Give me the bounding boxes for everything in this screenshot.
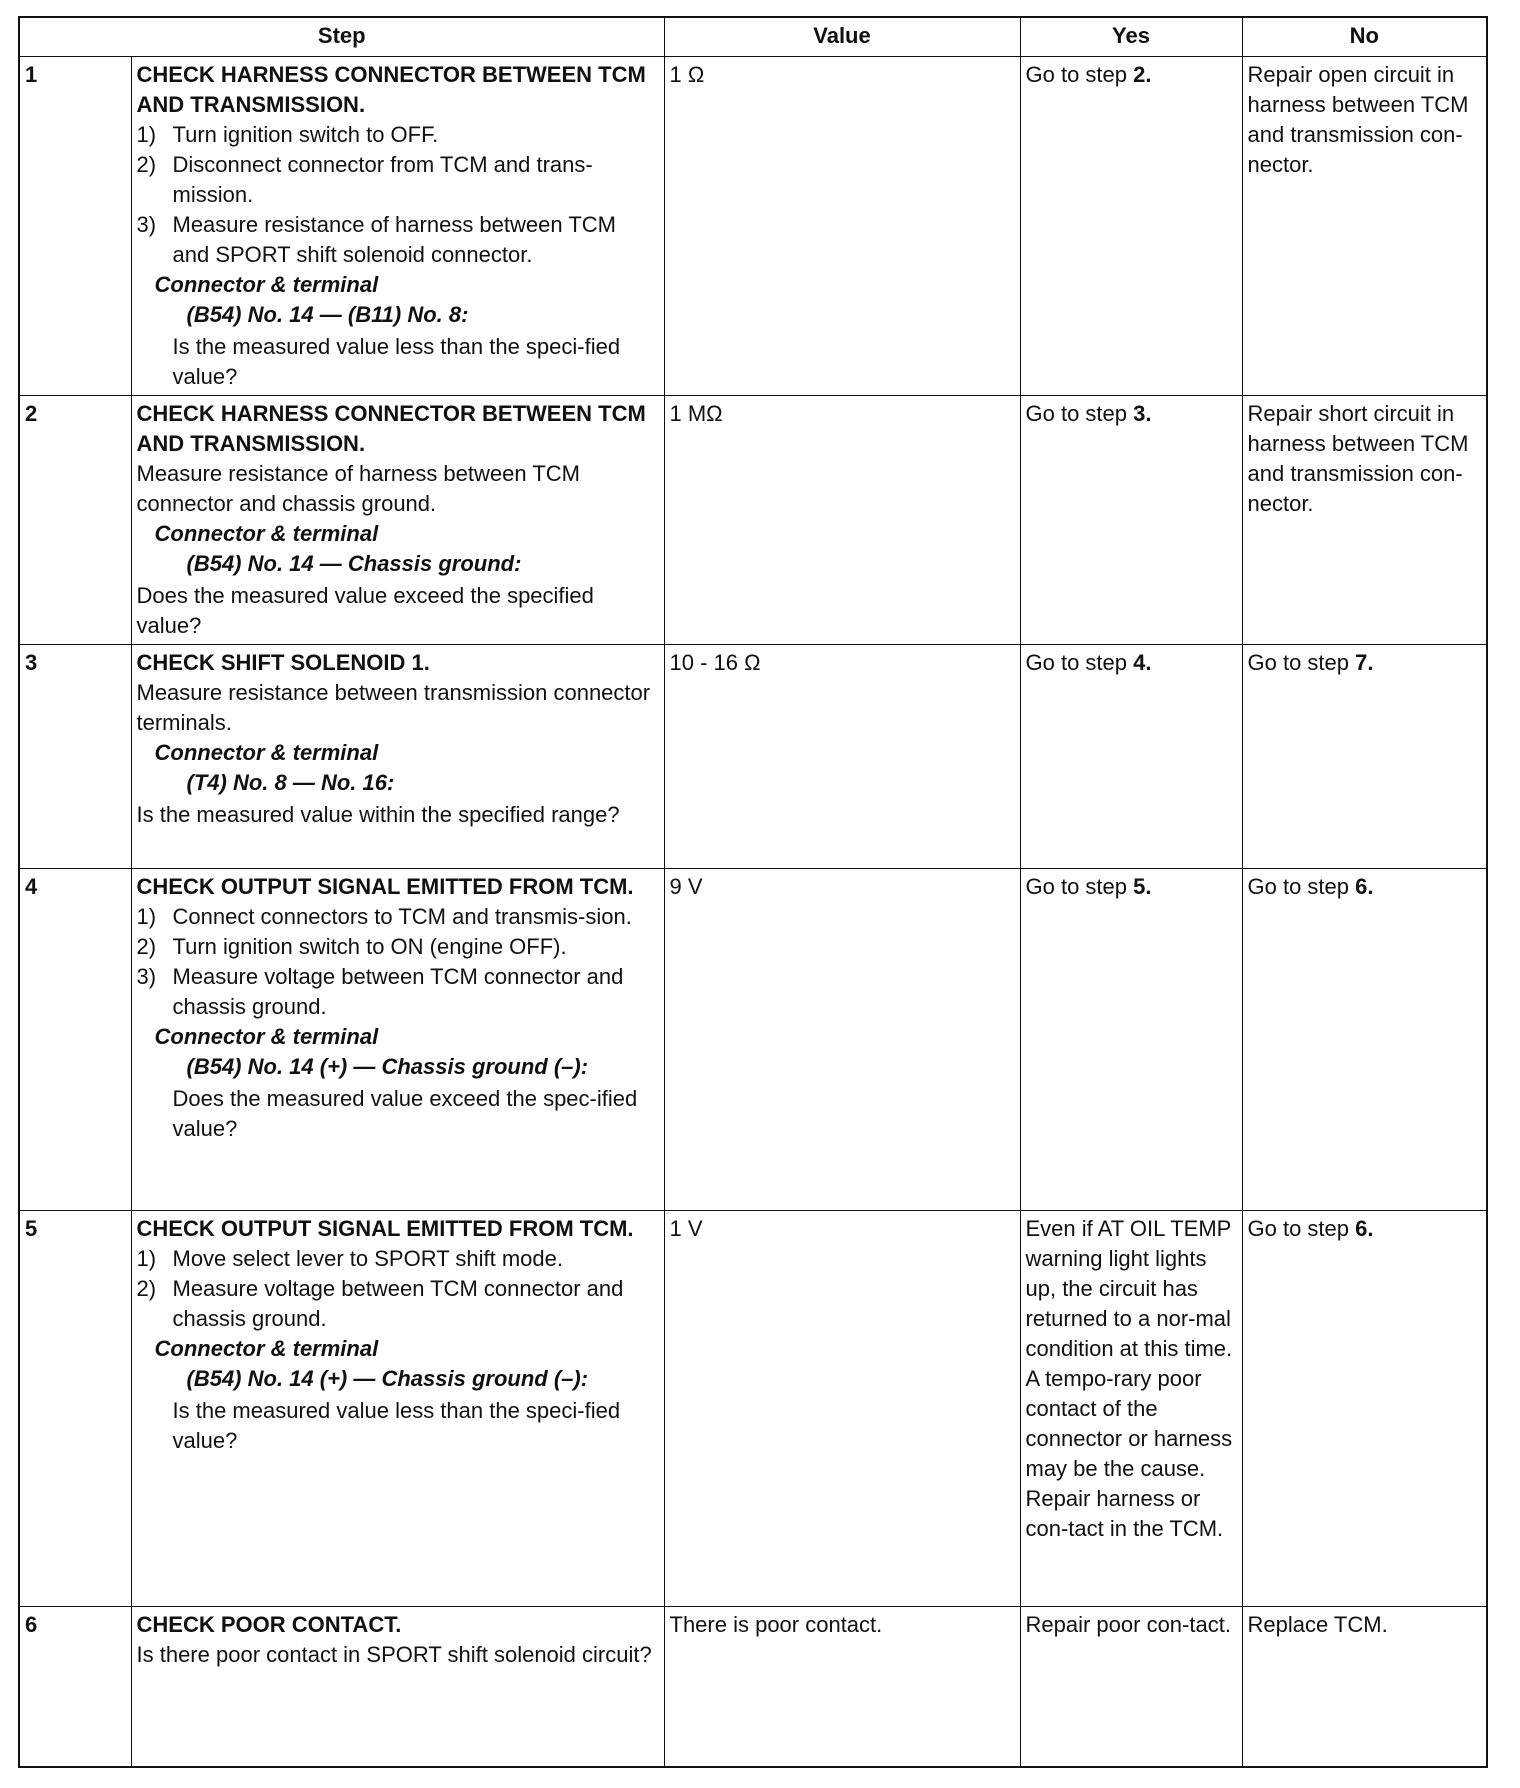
no-cell: Go to step 7. [1242,645,1487,869]
connector-label: Connector & terminal [154,740,379,765]
sub-steps [137,120,659,270]
value-cell: 1 Ω [664,57,1020,396]
no-cell: Repair open circuit in harness between TCM and transmission con-nector. [1242,57,1487,396]
header-value: Value [664,17,1020,57]
step-title: CHECK OUTPUT SIGNAL EMITTED FROM TCM. [136,1216,634,1241]
value-cell: There is poor contact. [664,1607,1020,1768]
connector-terminal: (B54) No. 14 (+) — Chassis ground (–): [186,1054,589,1079]
step-instructions [131,645,664,869]
connector-label: Connector & terminal [154,521,379,546]
step-text: Measure resistance of harness between TCM connector and chassis ground. [136,461,580,516]
connector-label: Connector & terminal [154,1024,379,1049]
no-step-ref: 7. [1355,650,1374,675]
step-instructions [131,1607,664,1768]
step-question: Does the measured value exceed the spec-ified value? [172,1086,638,1141]
step-number: 2 [19,396,131,645]
connector-terminal: (B54) No. 14 (+) — Chassis ground (–): [186,1366,589,1391]
value-cell: 9 V [664,869,1020,1211]
yes-step-ref: 3. [1133,401,1152,426]
step-number: 3 [19,645,131,869]
table-row [19,57,1487,396]
sub-step: 1) Turn ignition switch to OFF. [136,122,439,147]
no-cell: Replace TCM. [1242,1607,1487,1768]
step-question: Is the measured value less than the speci-fied value? [172,334,621,389]
table-row [19,645,1487,869]
step-instructions [131,396,664,645]
sub-step: 1) Connect connectors to TCM and transmis-sion. [136,904,632,929]
yes-cell: Go to step 5. [1020,869,1242,1211]
step-number: 5 [19,1211,131,1607]
sub-step: 2) Disconnect connector from TCM and trans-mission. [136,152,593,207]
step-instructions [131,57,664,396]
diagnostic-table [18,16,1488,1768]
step-title: CHECK SHIFT SOLENOID 1. [136,650,430,675]
yes-step-ref: 2. [1133,62,1152,87]
sub-steps [137,1244,659,1334]
header-yes: Yes [1020,17,1242,57]
no-step-ref: 6. [1355,1216,1374,1241]
step-question: Does the measured value exceed the specified value? [136,583,594,638]
yes-cell: Go to step 3. [1020,396,1242,645]
sub-step: 1) Move select lever to SPORT shift mode. [136,1246,563,1271]
step-title: CHECK POOR CONTACT. [136,1612,402,1637]
value-cell: 1 V [664,1211,1020,1607]
table-row [19,396,1487,645]
step-question: Is the measured value less than the speci-fied value? [172,1398,621,1453]
step-question: Is the measured value within the specified range? [136,802,620,827]
yes-step-ref: 5. [1133,874,1152,899]
step-text: Is there poor contact in SPORT shift solenoid circuit? [136,1642,652,1667]
step-title: CHECK OUTPUT SIGNAL EMITTED FROM TCM. [136,874,634,899]
step-number: 6 [19,1607,131,1768]
sub-step: 3) Measure voltage between TCM connector and chassis ground. [136,964,624,1019]
sub-step: 2) Measure voltage between TCM connector and chassis ground. [136,1276,624,1331]
value-cell: 10 - 16 Ω [664,645,1020,869]
connector-terminal: (T4) No. 8 — No. 16: [186,770,395,795]
no-cell: Go to step 6. [1242,869,1487,1211]
header-no: No [1242,17,1487,57]
step-instructions [131,869,664,1211]
value-cell: 1 MΩ [664,396,1020,645]
connector-label: Connector & terminal [154,272,379,297]
yes-cell: Even if AT OIL TEMP warning light lights up, the circuit has returned to a nor-mal condition at this time. A tempo-rary poor contact of the connector or harness may be the cause. Repair harness or con-tact in the TCM. [1020,1211,1242,1607]
sub-step: 2) Turn ignition switch to ON (engine OFF). [136,934,567,959]
yes-step-ref: 4. [1133,650,1152,675]
header-row [19,17,1487,57]
step-title: CHECK HARNESS CONNECTOR BETWEEN TCM AND TRANSMISSION. [136,401,646,456]
connector-terminal: (B54) No. 14 — Chassis ground: [186,551,522,576]
yes-cell: Go to step 4. [1020,645,1242,869]
no-step-ref: 6. [1355,874,1374,899]
sub-steps [137,902,659,1022]
step-number: 4 [19,869,131,1211]
connector-label: Connector & terminal [154,1336,379,1361]
step-title: CHECK HARNESS CONNECTOR BETWEEN TCM AND TRANSMISSION. [136,62,646,117]
yes-cell: Go to step 2. [1020,57,1242,396]
table-row [19,1607,1487,1768]
step-text: Measure resistance between transmission connector terminals. [136,680,651,735]
sub-step: 3) Measure resistance of harness between TCM and SPORT shift solenoid connector. [136,212,616,267]
yes-cell: Repair poor con-tact. [1020,1607,1242,1768]
table-row [19,1211,1487,1607]
step-number: 1 [19,57,131,396]
connector-terminal: (B54) No. 14 — (B11) No. 8: [186,302,469,327]
table-row [19,869,1487,1211]
no-cell: Repair short circuit in harness between TCM and transmission con-nector. [1242,396,1487,645]
no-cell: Go to step 6. [1242,1211,1487,1607]
step-instructions [131,1211,664,1607]
header-step: Step [19,17,664,57]
